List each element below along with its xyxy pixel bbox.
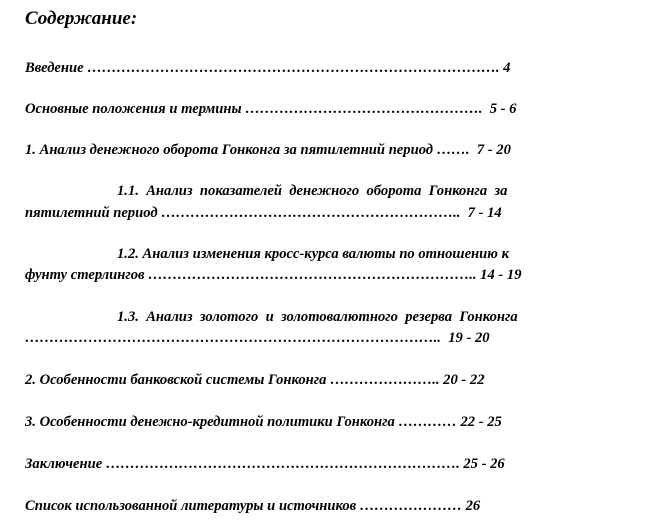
toc-entry-section-1-3-line-2: ………………………………………………………………………….. 19 - 20 [25, 330, 490, 346]
toc-heading: Содержание: [25, 8, 138, 29]
toc-entry-section-1-2-line-2: фунту стерлингов ………………………………………………………….. 14 - 19 [25, 267, 522, 283]
toc-entry-section-1-2-line-1: 1.2. Анализ изменения кросс-курса валюты по отношению к [117, 246, 509, 262]
toc-entry-references: Список использованной литературы и источников ………………… 26 [25, 498, 481, 514]
toc-entry-section-1-1-line-1: 1.1. Анализ показателей денежного оборота Гонконга за [117, 183, 508, 199]
toc-entry-chapter-2: 2. Особенности банковской системы Гонконга ………………….. 20 - 22 [25, 372, 485, 388]
toc-entry-conclusion: Заключение ………………………………………………………………. 25 - 26 [25, 456, 505, 472]
toc-entry-basic-terms: Основные положения и термины …………………………………………. 5 - 6 [25, 101, 517, 117]
toc-entry-section-1-1-line-2: пятилетний период …………………………………………………….. 7 - 14 [25, 205, 502, 221]
toc-entry-chapter-3: 3. Особенности денежно-кредитной политики Гонконга ………… 22 - 25 [25, 414, 502, 430]
toc-entry-chapter-1: 1. Анализ денежного оборота Гонконга за пятилетний период ……. 7 - 20 [25, 142, 511, 158]
toc-entry-introduction: Введение …………………………………………………………………………. 4 [25, 60, 511, 76]
toc-entry-section-1-3-line-1: 1.3. Анализ золотого и золотовалютного резерва Гонконга [117, 309, 518, 325]
